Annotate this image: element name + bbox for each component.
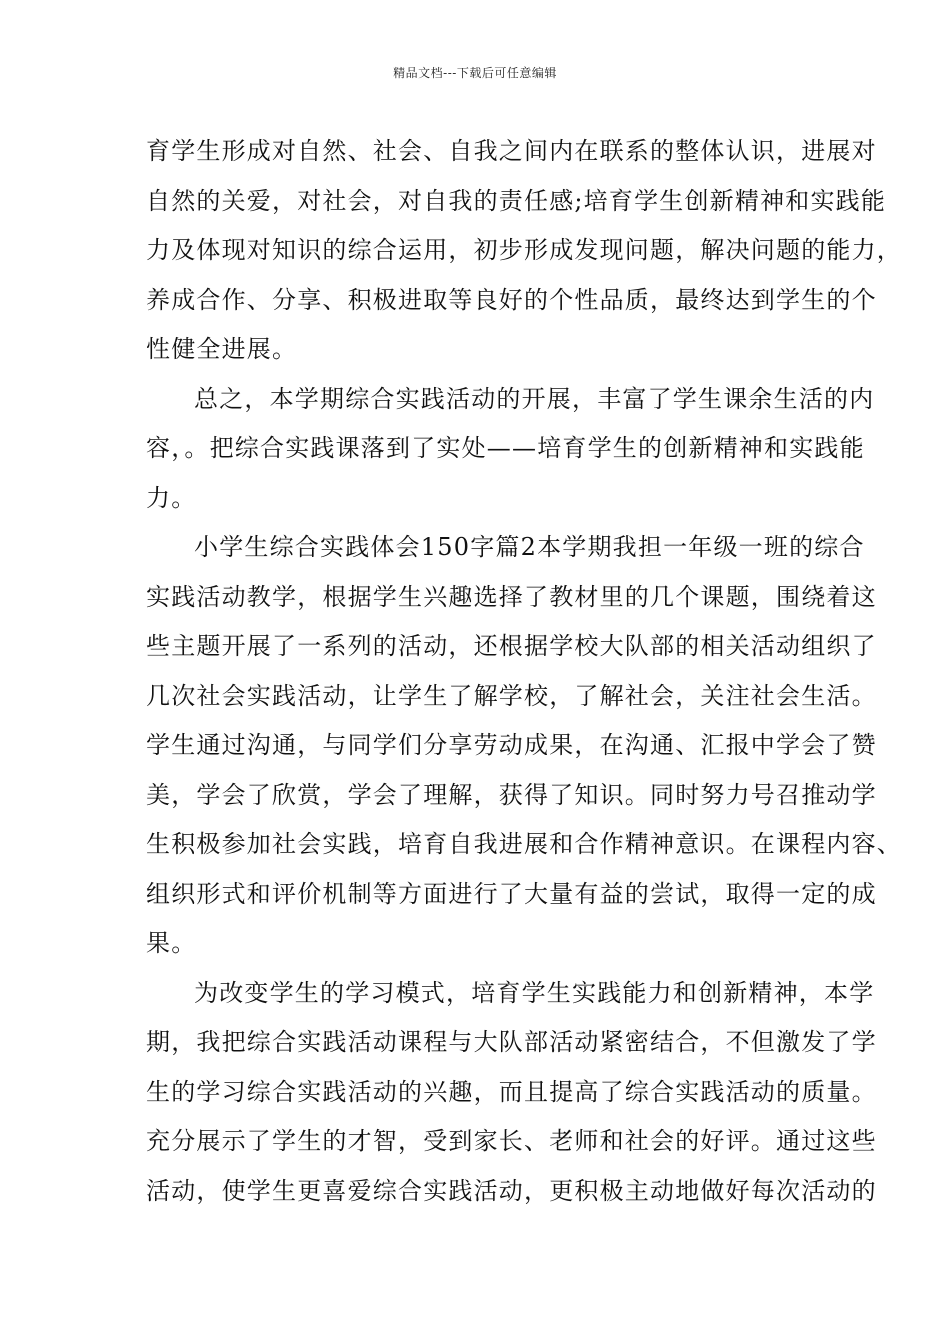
text-line: 容，。把综合实践课落到了实处——培育学生的创新精神和实践能 [146,434,865,462]
text-line: 美，学会了欣赏，学会了理解，获得了知识。同时努力号召推动学 [146,780,877,809]
text-line: 养成合作、分享、积极进取等良好的个性品质，最终达到学生的个 [146,285,877,314]
text-line: 性健全进展。 [146,335,298,363]
text-line: 力及体现对知识的综合运用，初步形成发现问题，解决问题的能力， [146,236,902,264]
text-line: 生积极参加社会实践，培育自我进展和合作精神意识。在课程内容、 [146,830,902,858]
paragraph-1 [146,127,902,375]
text-line: 学生通过沟通，与同学们分享劳动成果，在沟通、汇报中学会了赞 [146,731,877,759]
page-header: 精品文档---下载后可任意编辑 [393,66,557,80]
text-line: 育学生形成对自然、社会、自我之间内在联系的整体认识，进展对 [146,137,877,165]
text-line: 实践活动教学，根据学生兴趣选择了教材里的几个课题，围绕着这 [146,582,877,611]
text-line: 活动，使学生更喜爱综合实践活动，更积极主动地做好每次活动的 [146,1176,877,1205]
text-line: 充分展示了学生的才智，受到家长、老师和社会的好评。通过这些 [146,1127,877,1155]
text-line: 期，我把综合实践活动课程与大队部活动紧密结合，不但激发了学 [146,1028,877,1056]
paragraph-3 [146,523,902,969]
text-line: 自然的关爱，对社会，对自我的责任感;培育学生创新精神和实践能 [146,186,887,215]
text-line: 果。 [146,929,197,957]
text-line: 些主题开展了一系列的活动，还根据学校大队部的相关活动组织了 [146,632,877,660]
document-body [146,127,902,1216]
text-line: 生的学习综合实践活动的兴趣，而且提高了综合实践活动的质量。 [146,1077,877,1106]
text-line: 总之，本学期综合实践活动的开展，丰富了学生课余生活的内 [194,384,875,413]
text-line: 力。 [146,483,197,512]
paragraph-2 [146,375,875,524]
paragraph-4 [146,969,877,1217]
text-line: 几次社会实践活动，让学生了解学校，了解社会，关注社会生活。 [146,681,877,710]
text-line: 组织形式和评价机制等方面进行了大量有益的尝试，取得一定的成 [146,879,877,908]
text-line: 为改变学生的学习模式，培育学生实践能力和创新精神，本学 [194,978,875,1007]
text-line: 小学生综合实践体会150字篇2本学期我担一年级一班的综合 [194,533,865,561]
